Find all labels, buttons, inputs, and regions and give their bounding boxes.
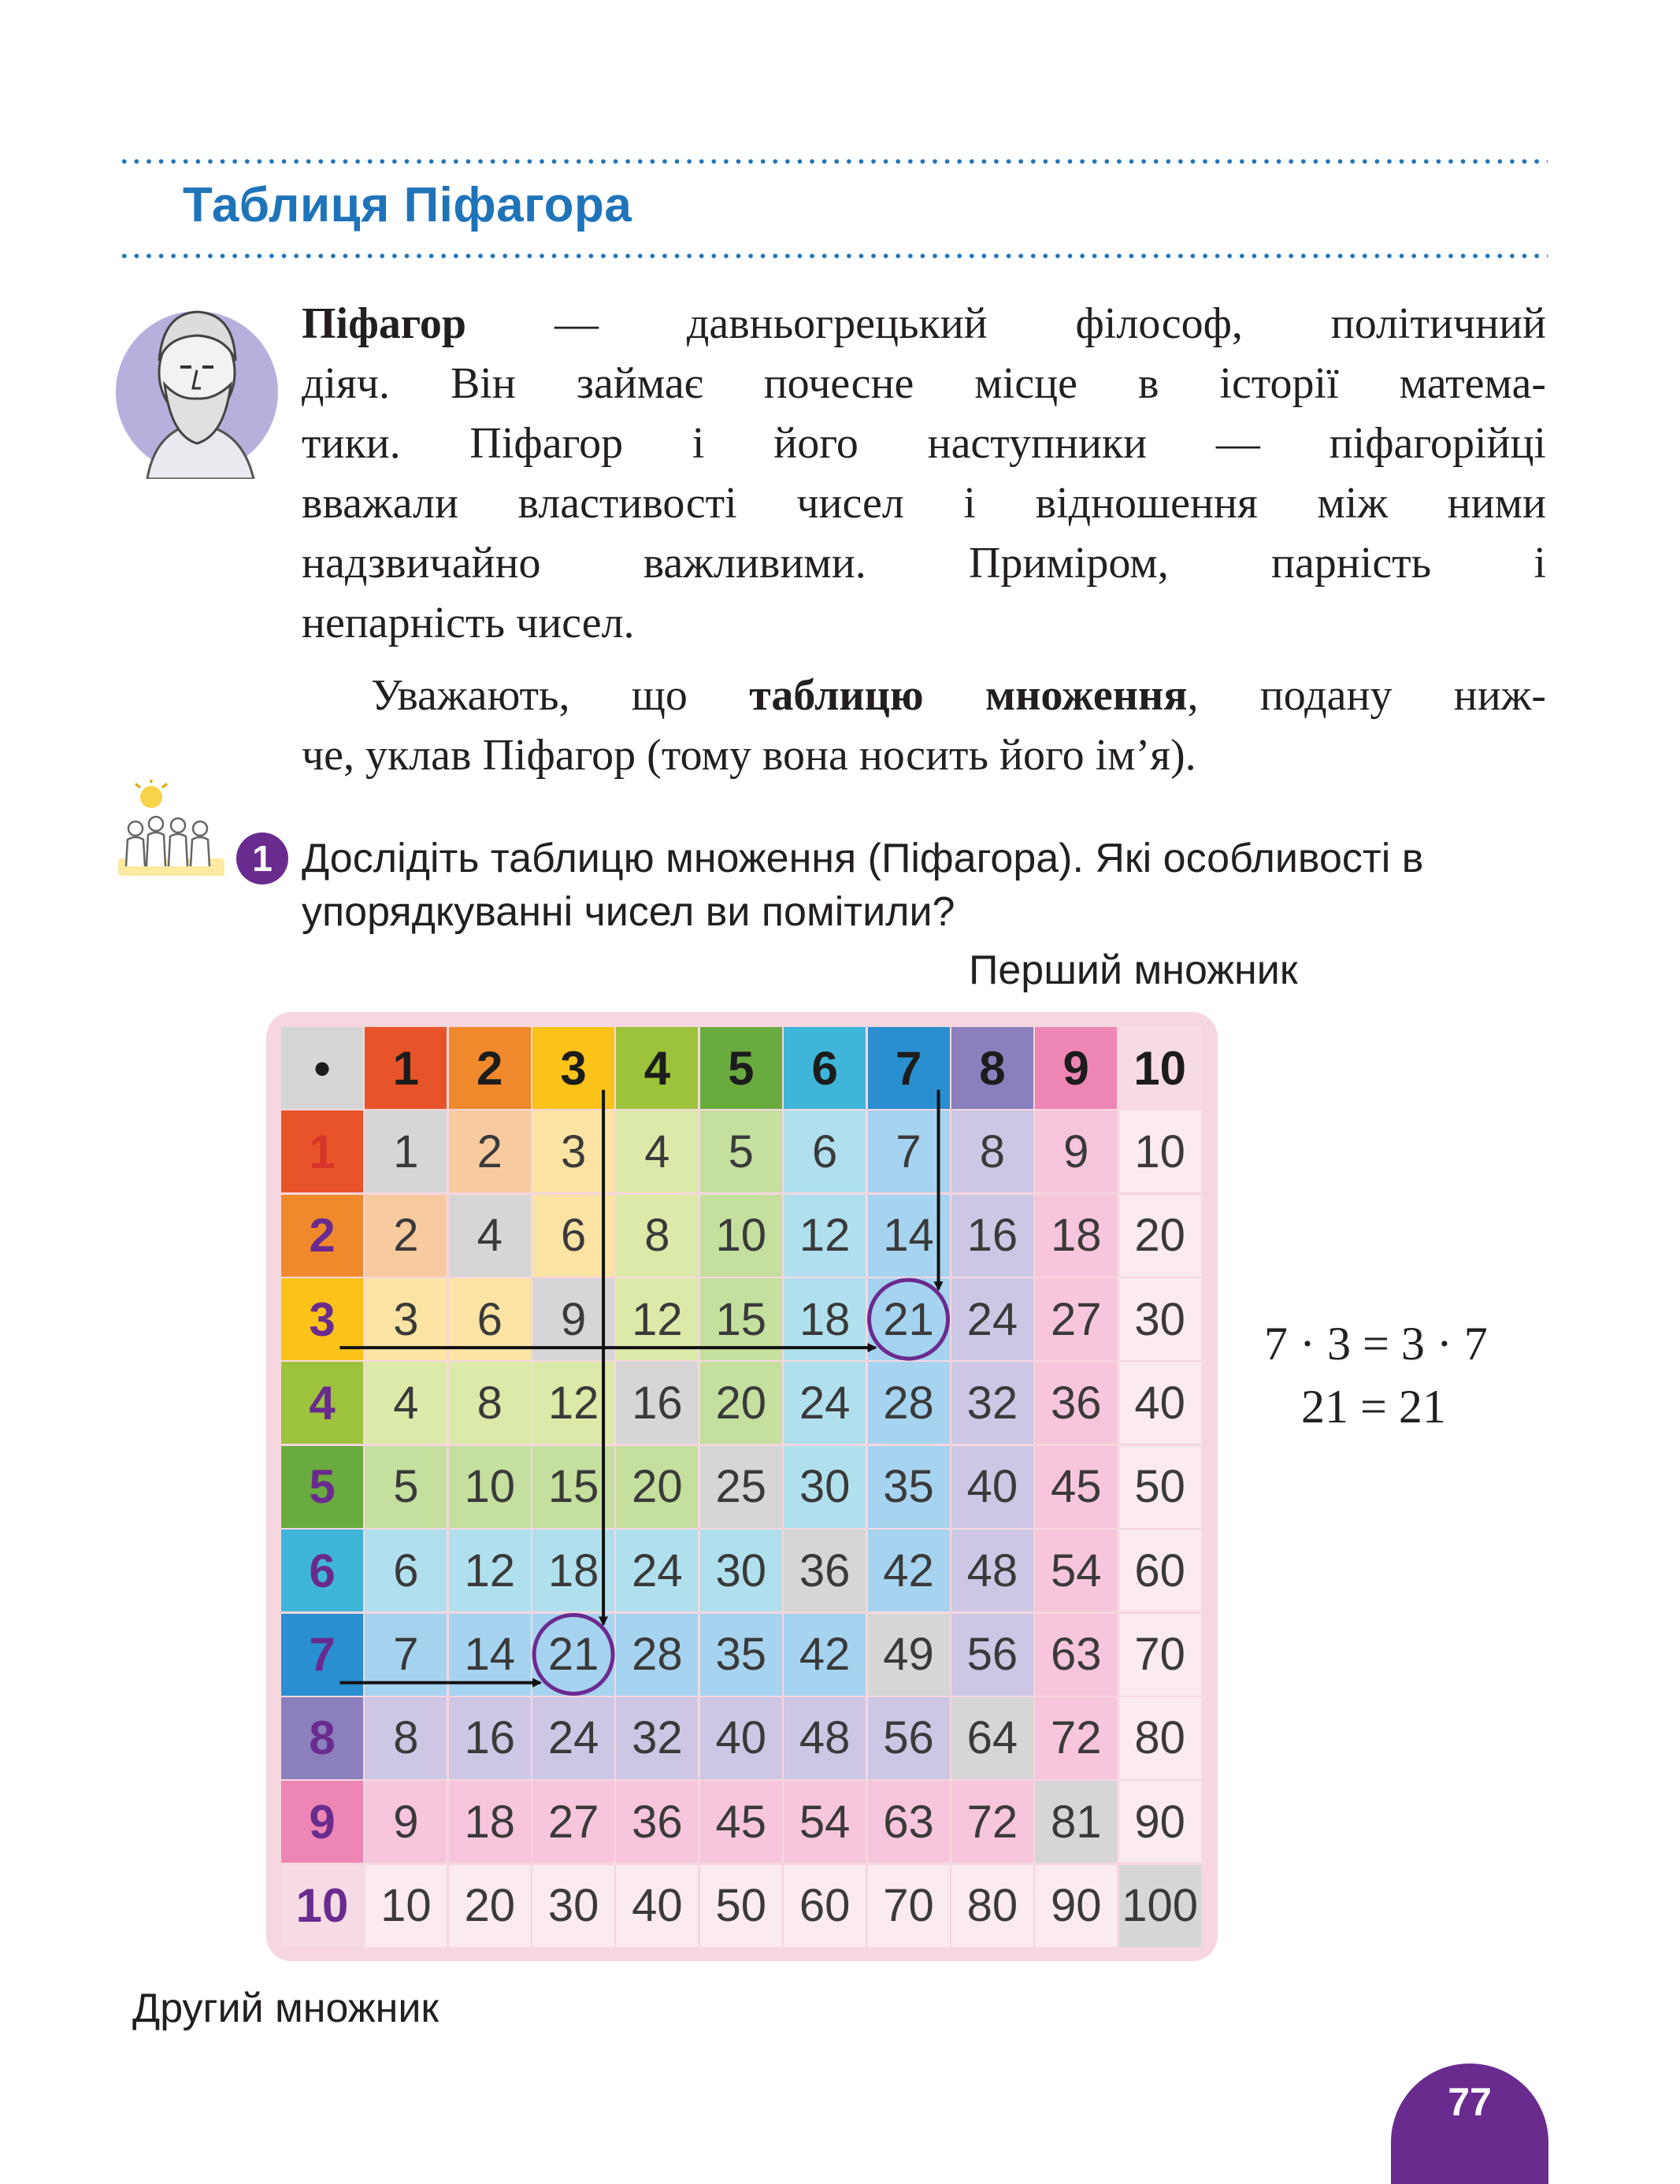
intro-paragraph (302, 294, 1546, 653)
table-cell-9x7: 63 (868, 1781, 950, 1863)
table-cell-7x5: 35 (700, 1614, 782, 1696)
table-cell-2x10: 20 (1119, 1195, 1201, 1277)
table-cell-4x6: 24 (784, 1362, 866, 1444)
table-cell-1x8: 8 (951, 1111, 1033, 1192)
table-cell-5x1: 5 (365, 1446, 447, 1528)
column-header-4: 4 (616, 1027, 698, 1109)
multiplication-table (281, 1027, 1203, 1949)
table-cell-5x2: 10 (449, 1446, 531, 1528)
table-cell-6x4: 24 (616, 1530, 698, 1611)
table-cell-7x7: 49 (868, 1614, 950, 1696)
row-header-6: 6 (281, 1530, 363, 1611)
table-cell-3x6: 18 (784, 1278, 866, 1360)
table-cell-2x1: 2 (365, 1195, 447, 1277)
table-cell-2x5: 10 (700, 1195, 782, 1277)
table-cell-3x1: 3 (365, 1278, 447, 1360)
legend-line-1 (302, 666, 1546, 725)
table-corner: • (281, 1027, 363, 1109)
table-cell-8x10: 80 (1119, 1697, 1201, 1779)
table-cell-10x1: 10 (365, 1865, 447, 1947)
section-title: Таблиця Піфагора (183, 178, 632, 232)
table-cell-4x5: 20 (700, 1362, 782, 1444)
row-header-8: 8 (281, 1697, 363, 1779)
table-cell-4x2: 8 (449, 1362, 531, 1444)
table-cell-8x8: 64 (951, 1697, 1033, 1779)
row-header-3: 3 (281, 1278, 363, 1360)
table-cell-8x7: 56 (868, 1697, 950, 1779)
intro-line-4: вважали властивості чисел і відношення між ними (302, 479, 1546, 528)
table-cell-7x4: 28 (616, 1614, 698, 1696)
table-cell-5x8: 40 (951, 1446, 1033, 1528)
row-header-5: 5 (281, 1446, 363, 1528)
table-cell-9x1: 9 (365, 1781, 447, 1863)
task-text-line-1: Дослідіть таблицю множення (Піфагора). Які особливості в (302, 836, 1424, 881)
row-header-9: 9 (281, 1781, 363, 1863)
group-work-icon (118, 780, 224, 890)
intro-line-2: діяч. Він займає почесне місце в історії матема- (302, 359, 1546, 408)
table-cell-1x1: 1 (365, 1111, 447, 1192)
table-cell-5x9: 45 (1035, 1446, 1117, 1528)
table-cell-10x4: 40 (616, 1865, 698, 1947)
column-header-7: 7 (868, 1027, 950, 1109)
table-cell-8x2: 16 (449, 1697, 531, 1779)
column-header-3: 3 (532, 1027, 614, 1109)
table-cell-1x6: 6 (784, 1111, 866, 1192)
table-cell-2x3: 6 (532, 1195, 614, 1277)
multiplication-table-bold: таблицю множення (749, 671, 1188, 720)
table-cell-10x2: 20 (449, 1865, 531, 1947)
table-cell-5x7: 35 (868, 1446, 950, 1528)
table-cell-4x9: 36 (1035, 1362, 1117, 1444)
table-cell-5x6: 30 (784, 1446, 866, 1528)
table-cell-9x2: 18 (449, 1781, 531, 1863)
table-cell-2x6: 12 (784, 1195, 866, 1277)
column-header-5: 5 (700, 1027, 782, 1109)
row-header-10: 10 (281, 1865, 363, 1947)
table-cell-8x3: 24 (532, 1697, 614, 1779)
table-cell-7x3: 21 (532, 1614, 614, 1696)
legend-line-1-pre: Уважають, що (371, 671, 750, 720)
table-cell-1x7: 7 (868, 1111, 950, 1192)
table-cell-10x5: 50 (700, 1865, 782, 1947)
first-factor-label: Перший множник (969, 947, 1298, 993)
table-cell-6x10: 60 (1119, 1530, 1201, 1611)
table-cell-8x6: 48 (784, 1697, 866, 1779)
intro-line-3: тики. Піфагор і його наступники — піфагорійці (302, 419, 1546, 468)
intro-line-1-text: — давньогрецький філософ, політичний (466, 299, 1546, 348)
table-cell-8x4: 32 (616, 1697, 698, 1779)
table-cell-3x2: 6 (449, 1278, 531, 1360)
equation-result: 21 = 21 (1301, 1381, 1446, 1433)
table-cell-5x5: 25 (700, 1446, 782, 1528)
table-cell-8x9: 72 (1035, 1697, 1117, 1779)
table-cell-10x10: 100 (1119, 1865, 1201, 1947)
column-header-8: 8 (951, 1027, 1033, 1109)
table-cell-7x10: 70 (1119, 1614, 1201, 1696)
table-cell-4x7: 28 (868, 1362, 950, 1444)
table-cell-3x7: 21 (868, 1278, 950, 1360)
second-factor-label: Другий множник (132, 1986, 439, 2031)
column-header-6: 6 (784, 1027, 866, 1109)
table-cell-10x9: 90 (1035, 1865, 1117, 1947)
table-cell-9x3: 27 (532, 1781, 614, 1863)
table-cell-6x2: 12 (449, 1530, 531, 1611)
top-dotted-rule (118, 159, 1548, 164)
table-cell-9x4: 36 (616, 1781, 698, 1863)
page-number: 77 (1448, 2080, 1492, 2124)
table-cell-6x3: 18 (532, 1530, 614, 1611)
table-cell-8x1: 8 (365, 1697, 447, 1779)
table-cell-3x9: 27 (1035, 1278, 1117, 1360)
row-header-2: 2 (281, 1195, 363, 1277)
table-cell-2x8: 16 (951, 1195, 1033, 1277)
pythagoras-bold: Піфагор (302, 299, 467, 348)
table-cell-4x10: 40 (1119, 1362, 1201, 1444)
table-cell-1x3: 3 (532, 1111, 614, 1192)
table-cell-10x7: 70 (868, 1865, 950, 1947)
legend-line-1-post: , подану ниж- (1187, 671, 1547, 720)
row-header-1: 1 (281, 1111, 363, 1192)
table-cell-7x9: 63 (1035, 1614, 1117, 1696)
table-cell-2x4: 8 (616, 1195, 698, 1277)
pythagoras-portrait-icon (116, 298, 278, 479)
table-cell-4x4: 16 (616, 1362, 698, 1444)
table-cell-4x1: 4 (365, 1362, 447, 1444)
column-header-2: 2 (449, 1027, 531, 1109)
table-cell-7x8: 56 (951, 1614, 1033, 1696)
table-cell-2x7: 14 (868, 1195, 950, 1277)
table-cell-6x1: 6 (365, 1530, 447, 1611)
column-header-10: 10 (1119, 1027, 1201, 1109)
table-cell-1x5: 5 (700, 1111, 782, 1192)
table-cell-1x9: 9 (1035, 1111, 1117, 1192)
table-cell-7x6: 42 (784, 1614, 866, 1696)
table-cell-5x10: 50 (1119, 1446, 1201, 1528)
legend-line-2: че, уклав Піфагор (тому вона носить його ім’я). (302, 731, 1196, 780)
table-cell-6x8: 48 (951, 1530, 1033, 1611)
table-cell-3x5: 15 (700, 1278, 782, 1360)
bottom-dotted-rule (118, 254, 1548, 258)
task-text (302, 832, 1562, 939)
table-cell-1x4: 4 (616, 1111, 698, 1192)
table-cell-4x8: 32 (951, 1362, 1033, 1444)
table-cell-1x2: 2 (449, 1111, 531, 1192)
table-cell-2x2: 4 (449, 1195, 531, 1277)
column-header-1: 1 (365, 1027, 447, 1109)
table-cell-10x6: 60 (784, 1865, 866, 1947)
table-cell-3x3: 9 (532, 1278, 614, 1360)
intro-line-1 (302, 294, 1546, 354)
task-text-line-2: упорядкуванні чисел ви помітили? (302, 889, 955, 935)
task-number-badge: 1 (236, 832, 288, 884)
equation-commutative: 7 · 3 = 3 · 7 (1264, 1318, 1488, 1370)
table-cell-3x10: 30 (1119, 1278, 1201, 1360)
table-cell-9x9: 81 (1035, 1781, 1117, 1863)
table-cell-6x9: 54 (1035, 1530, 1117, 1611)
table-cell-7x1: 7 (365, 1614, 447, 1696)
table-cell-6x7: 42 (868, 1530, 950, 1611)
intro-line-5: надзвичайно важливими. Приміром, парність і (302, 539, 1546, 588)
table-cell-9x8: 72 (951, 1781, 1033, 1863)
table-cell-1x10: 10 (1119, 1111, 1201, 1192)
table-cell-9x5: 45 (700, 1781, 782, 1863)
row-header-7: 7 (281, 1614, 363, 1696)
table-cell-10x3: 30 (532, 1865, 614, 1947)
column-header-9: 9 (1035, 1027, 1117, 1109)
table-cell-10x8: 80 (951, 1865, 1033, 1947)
row-header-4: 4 (281, 1362, 363, 1444)
table-cell-6x5: 30 (700, 1530, 782, 1611)
table-cell-8x5: 40 (700, 1697, 782, 1779)
table-cell-5x4: 20 (616, 1446, 698, 1528)
table-cell-4x3: 12 (532, 1362, 614, 1444)
legend-paragraph (302, 666, 1546, 785)
table-cell-9x10: 90 (1119, 1781, 1201, 1863)
table-cell-2x9: 18 (1035, 1195, 1117, 1277)
table-cell-5x3: 15 (532, 1446, 614, 1528)
table-cell-6x6: 36 (784, 1530, 866, 1611)
intro-line-6: непарність чисел. (302, 599, 635, 647)
table-cell-3x4: 12 (616, 1278, 698, 1360)
table-cell-3x8: 24 (951, 1278, 1033, 1360)
table-cell-9x6: 54 (784, 1781, 866, 1863)
table-cell-7x2: 14 (449, 1614, 531, 1696)
